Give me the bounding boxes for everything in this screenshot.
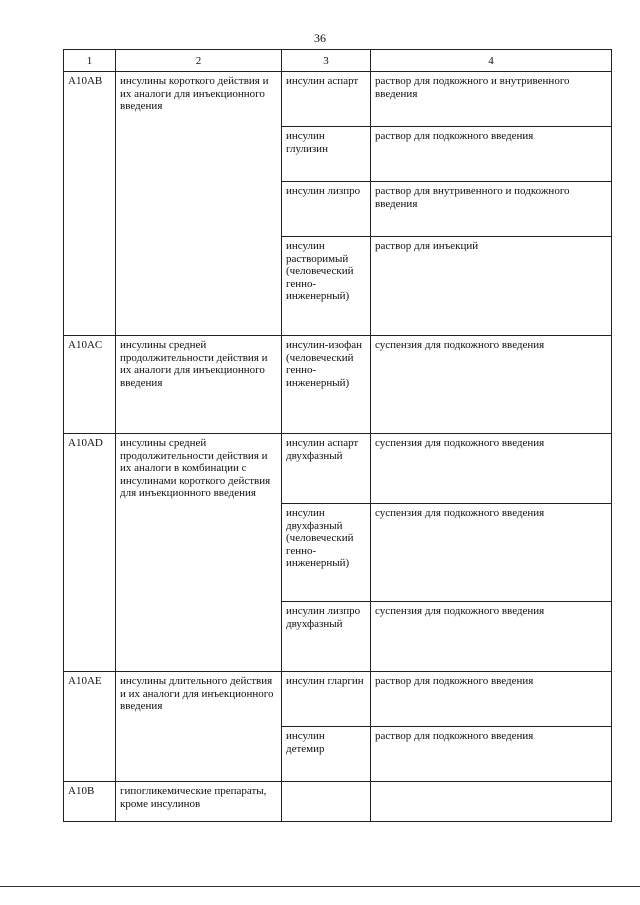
group-description-cell: инсулины средней продолжительности действия и их аналоги в комбинации с инсулинами короткого действия для инъекционного введения (116, 434, 282, 672)
atc-code-cell: A10AE (64, 672, 116, 782)
column-header-1: 1 (64, 50, 116, 72)
drug-name-cell: инсулин лизпро двухфазный (282, 602, 371, 672)
footer-divider (0, 886, 640, 887)
dosage-form-cell: суспензия для подкожного введения (371, 504, 612, 602)
table-row (64, 336, 612, 434)
drug-name-cell: инсулин-изофан (человеческий генно-инженерный) (282, 336, 371, 434)
atc-code-cell: A10AC (64, 336, 116, 434)
column-header-2: 2 (116, 50, 282, 72)
atc-code-cell: A10B (64, 782, 116, 822)
group-description-cell: инсулины средней продолжительности действия и их аналоги для инъекционного введения (116, 336, 282, 434)
table-row (64, 782, 612, 822)
drug-name-cell (282, 782, 371, 822)
dosage-form-cell: суспензия для подкожного введения (371, 336, 612, 434)
header-row (64, 50, 612, 72)
drug-name-cell: инсулин лизпро (282, 182, 371, 237)
drug-name-cell: инсулин гларгин (282, 672, 371, 727)
dosage-form-cell: раствор для инъекций (371, 237, 612, 336)
group-description-cell: инсулины длительного действия и их аналоги для инъекционного введения (116, 672, 282, 782)
dosage-form-cell: суспензия для подкожного введения (371, 434, 612, 504)
dosage-form-cell: раствор для подкожного введения (371, 127, 612, 182)
table-row (64, 672, 612, 727)
dosage-form-cell (371, 782, 612, 822)
drug-name-cell: инсулин детемир (282, 727, 371, 782)
drug-name-cell: инсулин глулизин (282, 127, 371, 182)
table-row (64, 434, 612, 504)
dosage-form-cell: раствор для подкожного и внутривенного введения (371, 72, 612, 127)
column-header-3: 3 (282, 50, 371, 72)
group-description-cell: гипогликемические препараты, кроме инсулинов (116, 782, 282, 822)
dosage-form-cell: раствор для подкожного введения (371, 672, 612, 727)
medication-table (63, 49, 612, 822)
page-number: 36 (314, 31, 326, 45)
drug-name-cell: инсулин аспарт (282, 72, 371, 127)
group-description-cell: инсулины короткого действия и их аналоги для инъекционного введения (116, 72, 282, 336)
drug-name-cell: инсулин двухфазный (человеческий генно-инженерный) (282, 504, 371, 602)
dosage-form-cell: суспензия для подкожного введения (371, 602, 612, 672)
drug-name-cell: инсулин аспарт двухфазный (282, 434, 371, 504)
dosage-form-cell: раствор для подкожного введения (371, 727, 612, 782)
drug-name-cell: инсулин растворимый (человеческий генно-инженерный) (282, 237, 371, 336)
atc-code-cell: A10AD (64, 434, 116, 672)
atc-code-cell: A10AB (64, 72, 116, 336)
dosage-form-cell: раствор для внутривенного и подкожного введения (371, 182, 612, 237)
column-header-4: 4 (371, 50, 612, 72)
table-row (64, 72, 612, 127)
